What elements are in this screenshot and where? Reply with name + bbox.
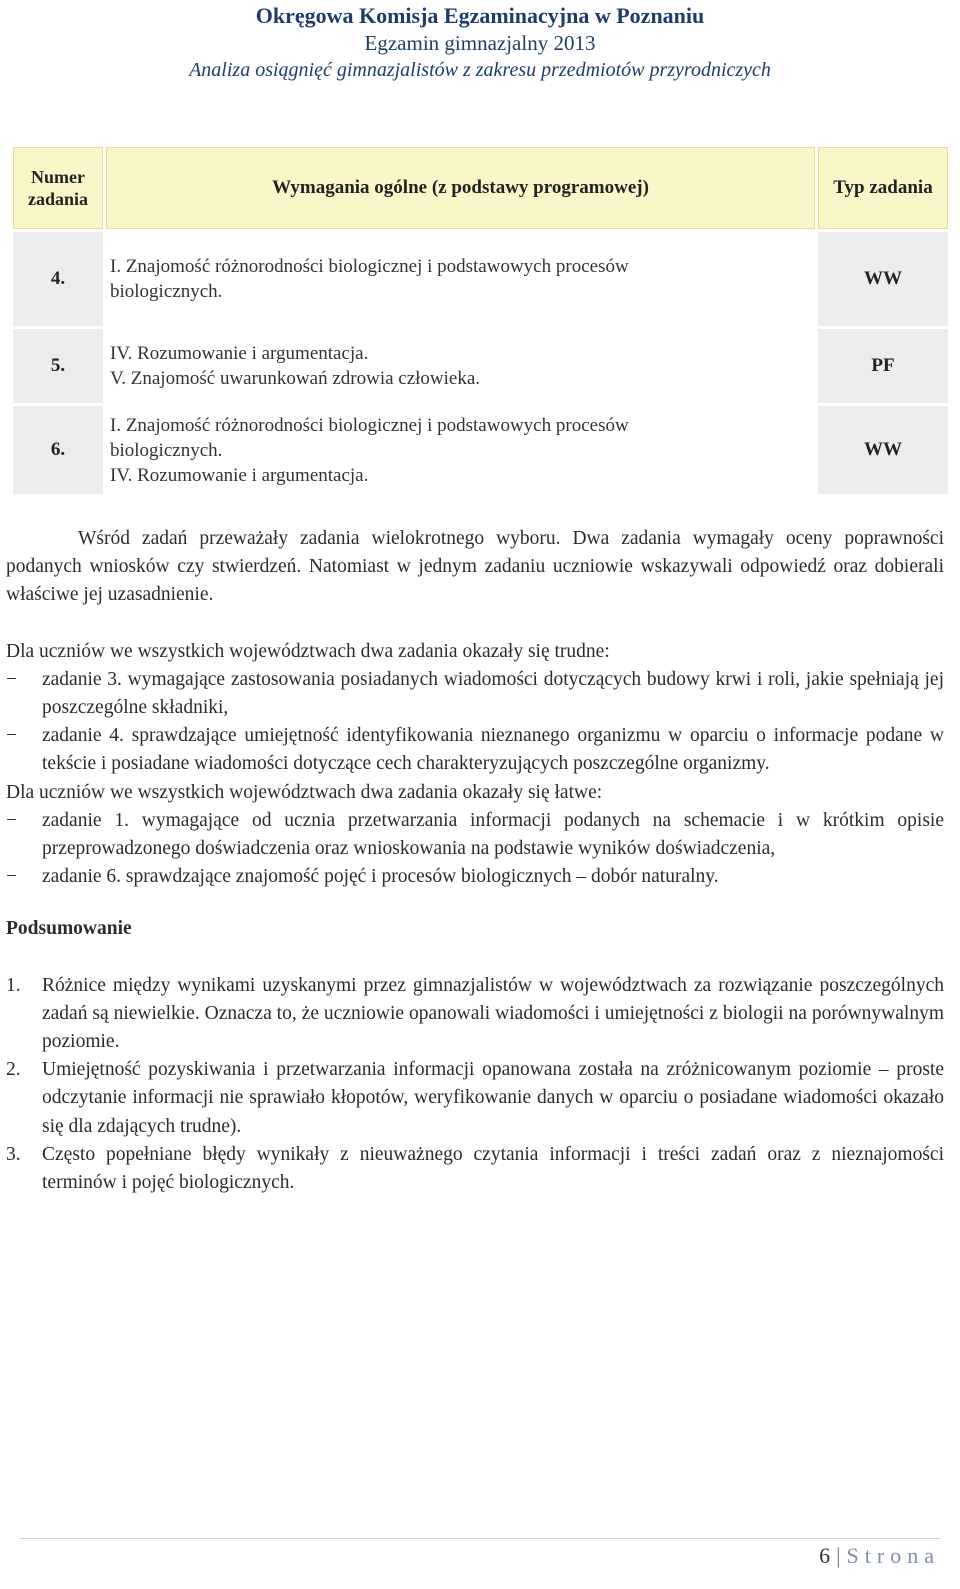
easy-lead: Dla uczniów we wszystkich województwach dwa zadania okazały się łatwe:: [6, 781, 603, 803]
dash-bullet-icon: −: [6, 866, 17, 888]
summary-heading: Podsumowanie: [6, 918, 132, 940]
task-requirements: [106, 406, 815, 494]
table-row: [13, 329, 948, 403]
intro-paragraph: Wśród zadań przeważały zadania wielokrotnego wyboru. Dwa zadania wymagały oceny poprawności podanych wniosków czy stwierdzeń. Natomiast w jednym zadaniu uczniowie wskazywali odpowiedź oraz dobierali właściwe jej uzasadnienie.: [6, 528, 944, 606]
summary-item-number: 3.: [6, 1143, 21, 1165]
summary-item: [6, 1141, 944, 1197]
list-item: [6, 807, 944, 863]
task-number: 6.: [13, 406, 103, 494]
summary-item: [6, 1056, 944, 1141]
req-line: I. Znajomość różnorodności biologicznej i podstawowych procesów: [110, 414, 629, 436]
dash-bullet-icon: −: [6, 668, 17, 690]
list-item: [6, 722, 944, 778]
list-item-text: zadanie 1. wymagające od ucznia przetwarzania informacji podanych na schemacie i w krótkim opisie przeprowadzonego doświadczenia oraz wnioskowania na podstawie wyników doświadczenia,: [42, 809, 944, 860]
header-exam: Egzamin gimnazjalny 2013: [364, 31, 596, 55]
page-label: Strona: [846, 1543, 940, 1568]
table-row: [13, 232, 948, 326]
task-requirements: [106, 232, 815, 326]
list-item-text: zadanie 4. sprawdzające umiejętność identyfikowania nieznanego organizmu w oparciu o informacje podane w tekście i posiadane wiadomości dotyczące cech charakteryzujących poszczególne organizmy.: [42, 725, 944, 775]
dash-bullet-icon: −: [6, 725, 17, 747]
page-footer: [819, 1543, 940, 1569]
header-analysis: Analiza osiągnięć gimnazjalistów z zakresu przedmiotów przyrodniczych: [189, 59, 771, 81]
col-header-number: [13, 147, 103, 229]
list-item: [6, 666, 944, 722]
col-header-requirements: Wymagania ogólne (z podstawy programowej): [106, 147, 815, 229]
page-number: 6: [819, 1543, 831, 1568]
req-line: biologicznych.: [110, 439, 223, 461]
task-type: WW: [818, 406, 948, 494]
task-type: PF: [818, 329, 948, 403]
col-header-type: Typ zadania: [818, 147, 948, 229]
col-header-number-line2: zadania: [27, 189, 88, 209]
list-item: [6, 863, 944, 891]
col-header-number-line1: Numer: [31, 167, 85, 187]
task-requirements: [106, 329, 815, 403]
list-item-text: zadanie 6. sprawdzające znajomość pojęć i procesów biologicznych – dobór naturalny.: [42, 866, 719, 888]
req-line: V. Znajomość uwarunkowań zdrowia człowieka.: [110, 368, 481, 389]
list-item-text: zadanie 3. wymagające zastosowania posiadanych wiadomości dotyczących budowy krwi i roli, jakie spełniają jej poszczególne składniki,: [42, 668, 944, 719]
task-number: 4.: [13, 232, 103, 326]
summary-item-number: 2.: [6, 1059, 21, 1081]
req-line: biologicznych.: [110, 281, 223, 302]
task-number: 5.: [13, 329, 103, 403]
table-row: [13, 406, 948, 494]
task-type: WW: [818, 232, 948, 326]
header-institution: Okręgowa Komisja Egzaminacyjna w Poznaniu: [255, 3, 705, 28]
summary-item-text: Różnice między wynikami uzyskanymi przez gimnazjalistów w województwach za rozwiązanie poszczególnych zadań są niewielkie. Oznacza to, że uczniowie opanowali wiadomości i umiejętności z biologii na porównywalnym poziomie.: [42, 974, 944, 1053]
summary-item-number: 1.: [6, 974, 21, 996]
page-header: [0, 0, 960, 84]
difficult-lead: Dla uczniów we wszystkich województwach dwa zadania okazały się trudne:: [6, 640, 610, 662]
summary-item-text: Umiejętność pozyskiwania i przetwarzania informacji opanowana została na zróżnicowanym poziomie – proste odczytanie informacji nie sprawiało kłopotów, weryfikowanie danych w oparciu o posiadane wiadomości okazało się dla zdających trudne).: [42, 1059, 944, 1137]
req-line: IV. Rozumowanie i argumentacja.: [110, 343, 369, 364]
summary-item-text: Często popełniane błędy wynikały z nieuważnego czytania informacji i treści zadań oraz z nieznajomości terminów i pojęć biologicznych.: [42, 1143, 944, 1194]
dash-bullet-icon: −: [6, 809, 17, 831]
footer-divider: [20, 1538, 940, 1539]
req-line: IV. Rozumowanie i argumentacja.: [110, 464, 369, 486]
requirements-table: [10, 144, 951, 497]
summary-item: [6, 972, 944, 1057]
table-header-row: [13, 147, 948, 229]
footer-separator: |: [836, 1543, 841, 1568]
main-text: [6, 525, 944, 1197]
req-line: I. Znajomość różnorodności biologicznej i podstawowych procesów: [110, 256, 629, 277]
